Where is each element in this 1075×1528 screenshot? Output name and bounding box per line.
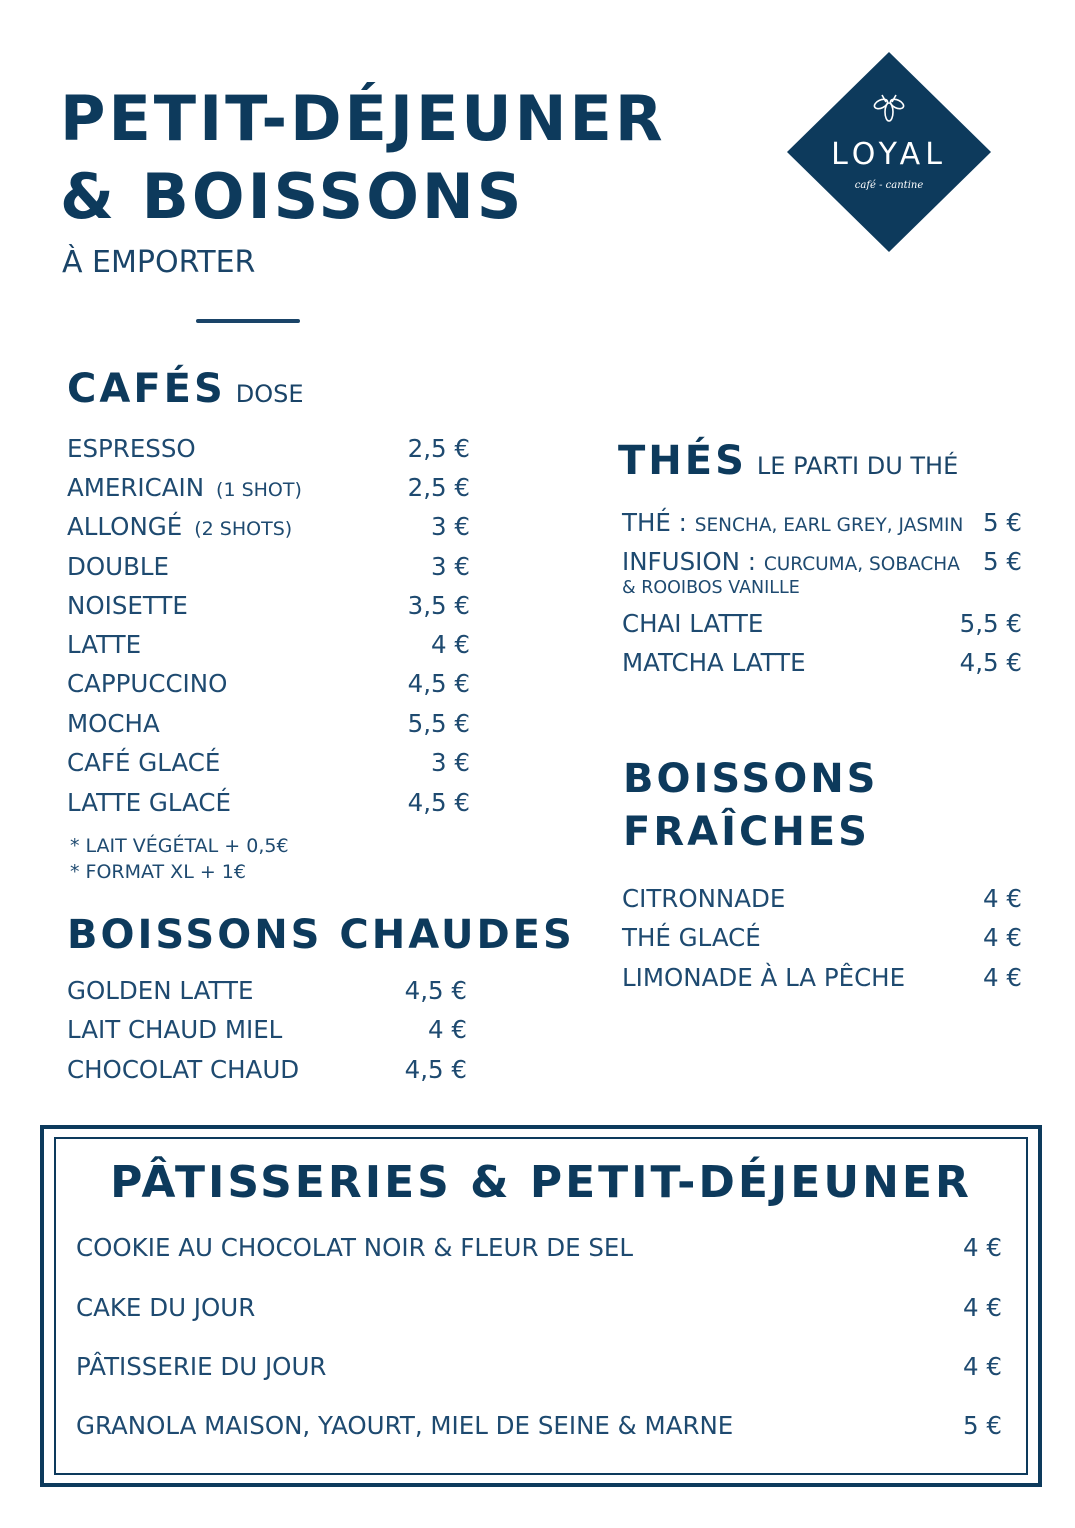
item-price: 5,5 € <box>959 609 1022 638</box>
item-price: 5 € <box>983 508 1022 537</box>
item-price: 4 € <box>963 1293 1002 1322</box>
item-note: (2 SHOTS) <box>194 518 293 540</box>
item-detail: CURCUMA, SOBACHA <box>763 554 960 575</box>
item-name: THÉ : <box>622 508 687 537</box>
item-name: ALLONGÉ <box>67 512 183 541</box>
item-price: 4,5 € <box>407 669 470 698</box>
menu-item-double <box>67 552 470 581</box>
loyal-logo <box>787 52 991 252</box>
item-name: INFUSION : <box>622 547 757 576</box>
menu-item-matcha-latte <box>622 648 1022 677</box>
item-price: 4,5 € <box>959 648 1022 677</box>
boissons-fraiches-title-line1: BOISSONS <box>623 756 879 802</box>
item-name: PÂTISSERIE DU JOUR <box>76 1352 327 1381</box>
menu-item-cake-du-jour <box>76 1293 1002 1322</box>
item-price: 3 € <box>431 512 470 541</box>
item-name: THÉ GLACÉ <box>622 923 761 952</box>
item-name: CITRONNADE <box>622 884 786 913</box>
item-price: 3 € <box>431 748 470 777</box>
page-title-line1: PETIT-DÉJEUNER <box>60 82 666 155</box>
item-price: 2,5 € <box>407 473 470 502</box>
menu-item-noisette <box>67 591 470 620</box>
item-name: LATTE <box>67 630 142 659</box>
section-title-boissons-fraiches <box>623 753 878 859</box>
item-price: 5,5 € <box>407 709 470 738</box>
boissons-fraiches-title-line2: FRAÎCHES <box>623 809 870 855</box>
item-price: 3 € <box>431 552 470 581</box>
section-title-patisseries: PÂTISSERIES & PETIT-DÉJEUNER <box>110 1157 972 1208</box>
page-title <box>60 80 666 236</box>
menu-item-cappuccino <box>67 669 470 698</box>
menu-item-patisserie-du-jour <box>76 1352 1002 1381</box>
menu-item-espresso <box>67 434 470 463</box>
menu-item-limonade-peche <box>622 963 1022 992</box>
item-note: (1 SHOT) <box>216 479 302 501</box>
menu-item-cookie <box>76 1233 1002 1262</box>
item-name: LIMONADE À LA PÊCHE <box>622 963 906 992</box>
item-price: 4 € <box>983 884 1022 913</box>
item-detail: SENCHA, EARL GREY, JASMIN <box>694 515 964 536</box>
menu-item-the-glace <box>622 923 1022 952</box>
page-subtitle: À EMPORTER <box>62 245 256 280</box>
cafes-note-plant-milk: * LAIT VÉGÉTAL + 0,5€ <box>70 835 289 857</box>
item-name: CAFÉ GLACÉ <box>67 748 221 777</box>
section-title-thes <box>618 439 958 483</box>
menu-item-the <box>622 508 1022 537</box>
item-price: 5 € <box>963 1411 1002 1440</box>
cafes-subtitle: DOSE <box>235 380 304 408</box>
menu-item-latte <box>67 630 470 659</box>
item-detail-continued: & ROOIBOS VANILLE <box>622 578 800 598</box>
section-title-cafes <box>67 367 304 411</box>
item-name: NOISETTE <box>67 591 188 620</box>
item-price: 4 € <box>963 1233 1002 1262</box>
item-name: GOLDEN LATTE <box>67 976 254 1005</box>
item-name: COOKIE AU CHOCOLAT NOIR & FLEUR DE SEL <box>76 1233 634 1262</box>
menu-item-americain <box>67 473 470 502</box>
item-price: 4 € <box>983 923 1022 952</box>
item-price: 4 € <box>428 1015 467 1044</box>
item-name: MATCHA LATTE <box>622 648 806 677</box>
divider <box>196 319 300 323</box>
menu-item-granola <box>76 1411 1002 1440</box>
item-price: 4 € <box>431 630 470 659</box>
item-price: 2,5 € <box>407 434 470 463</box>
item-name: AMERICAIN <box>67 473 205 502</box>
page-title-line2: & BOISSONS <box>60 160 525 233</box>
item-price: 4 € <box>983 963 1022 992</box>
menu-item-cafe-glace <box>67 748 470 777</box>
item-price: 4,5 € <box>407 788 470 817</box>
logo-tagline: café - cantine <box>854 180 924 191</box>
item-price: 5 € <box>983 547 1022 576</box>
menu-item-lait-chaud-miel <box>67 1015 467 1044</box>
menu-item-infusion <box>622 547 1022 576</box>
item-name: ESPRESSO <box>67 434 196 463</box>
menu-item-chocolat-chaud <box>67 1055 467 1084</box>
menu-item-chai-latte <box>622 609 1022 638</box>
item-name: CHAI LATTE <box>622 609 764 638</box>
item-name: GRANOLA MAISON, YAOURT, MIEL DE SEINE & MARNE <box>76 1411 734 1440</box>
item-name: CHOCOLAT CHAUD <box>67 1055 300 1084</box>
item-name: DOUBLE <box>67 552 170 581</box>
item-name: CAPPUCCINO <box>67 669 228 698</box>
menu-item-mocha <box>67 709 470 738</box>
item-price: 4 € <box>963 1352 1002 1381</box>
menu-item-latte-glace <box>67 788 470 817</box>
item-price: 3,5 € <box>407 591 470 620</box>
thes-title: THÉS <box>618 438 747 484</box>
menu-item-golden-latte <box>67 976 467 1005</box>
menu-item-citronnade <box>622 884 1022 913</box>
thes-subtitle: LE PARTI DU THÉ <box>756 452 959 480</box>
item-name: MOCHA <box>67 709 160 738</box>
item-name: CAKE DU JOUR <box>76 1293 256 1322</box>
item-name: LATTE GLACÉ <box>67 788 231 817</box>
cafes-title: CAFÉS <box>67 366 226 412</box>
logo-name: LOYAL <box>831 137 947 172</box>
item-price: 4,5 € <box>404 976 467 1005</box>
section-title-boissons-chaudes: BOISSONS CHAUDES <box>67 912 575 958</box>
item-price: 4,5 € <box>404 1055 467 1084</box>
menu-item-allonge <box>67 512 470 541</box>
cafes-note-xl: * FORMAT XL + 1€ <box>70 861 246 883</box>
item-name: LAIT CHAUD MIEL <box>67 1015 283 1044</box>
